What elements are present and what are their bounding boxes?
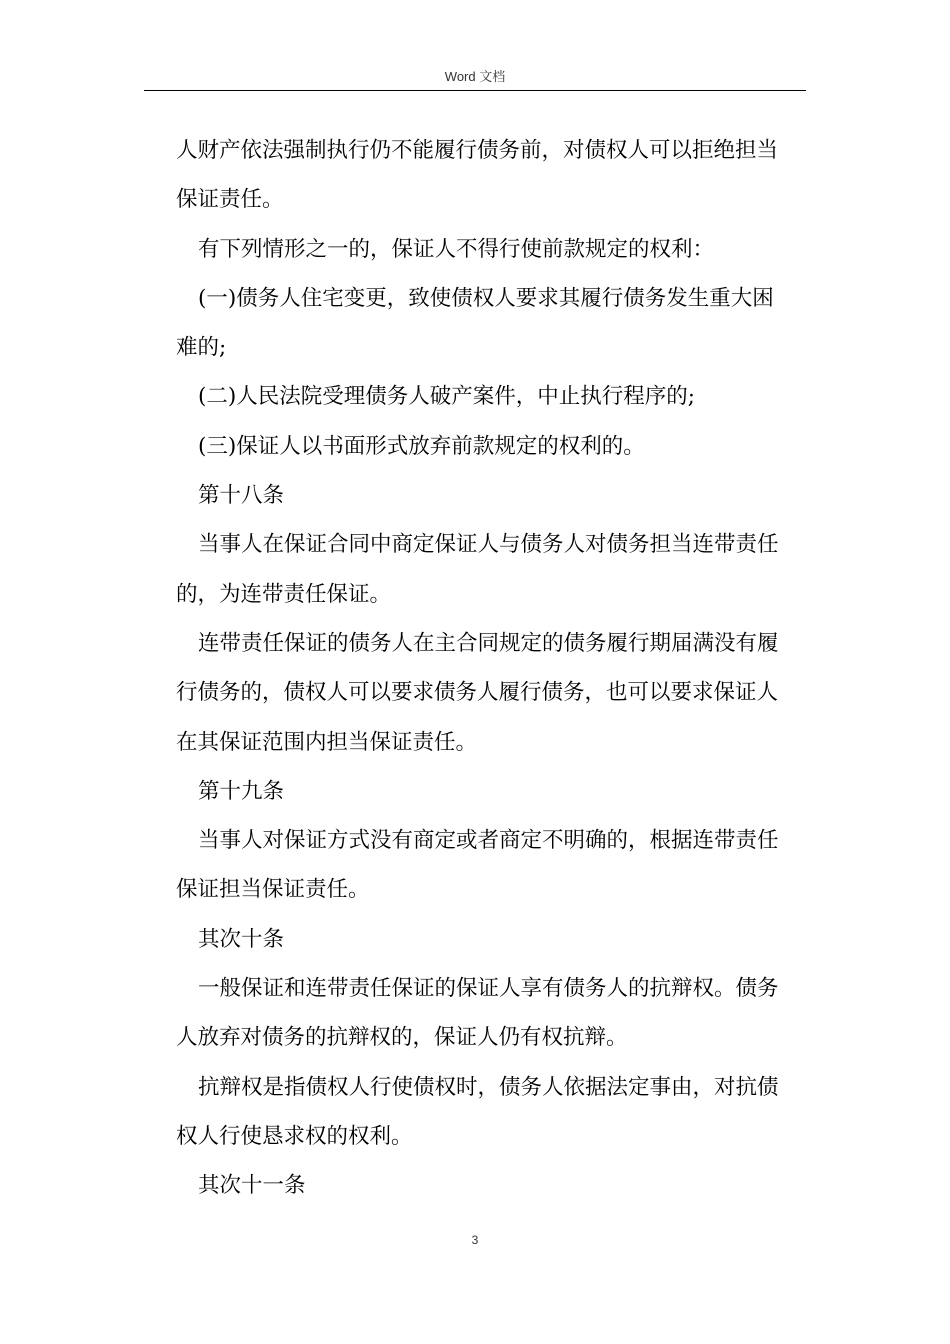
- article-heading: 其次十一条: [198, 1173, 306, 1199]
- text-line: 当事人在保证合同中商定保证人与债务人对债务担当连带责任: [198, 532, 779, 558]
- text-line: 一般保证和连带责任保证的保证人享有债务人的抗辩权。债务: [198, 976, 779, 1002]
- text-line: 保证担当保证责任。: [176, 877, 370, 903]
- article-heading: 其次十条: [198, 926, 285, 952]
- text-line: (二)人民法院受理债务人破产案件，中止执行程序的;: [198, 384, 696, 410]
- text-line: 权人行使恳求权的权利。: [176, 1123, 413, 1149]
- text-line: 抗辩权是指债权人行使债权时，债务人依据法定事由，对抗债: [198, 1074, 779, 1100]
- article-heading: 第十八条: [198, 483, 285, 509]
- text-line: 在其保证范围内担当保证责任。: [176, 729, 478, 755]
- text-line: 保证责任。: [176, 187, 284, 213]
- page-number: 3: [471, 1233, 479, 1247]
- text-line: 的，为连带责任保证。: [176, 581, 392, 607]
- document-body: [176, 126, 806, 1211]
- text-line: 难的;: [176, 335, 227, 361]
- text-line: 连带责任保证的债务人在主合同规定的债务履行期届满没有履: [198, 630, 779, 656]
- text-line: 人财产依法强制执行仍不能履行债务前，对债权人可以拒绝担当: [176, 138, 779, 163]
- text-line: 当事人对保证方式没有商定或者商定不明确的，根据连带责任: [198, 828, 779, 854]
- text-line: 行债务的，债权人可以要求债务人履行债务，也可以要求保证人: [176, 680, 779, 706]
- article-heading: 第十九条: [198, 778, 285, 804]
- header-title: Word 文档: [444, 69, 506, 84]
- page-header: [144, 62, 806, 91]
- text-line: (三)保证人以书面形式放弃前款规定的权利的。: [198, 433, 645, 459]
- text-line: 人放弃对债务的抗辩权的，保证人仍有权抗辩。: [176, 1025, 628, 1051]
- text-line: 有下列情形之一的，保证人不得行使前款规定的权利：: [198, 236, 715, 262]
- text-line: (一)债务人住宅变更，致使债权人要求其履行债务发生重大困: [198, 285, 774, 311]
